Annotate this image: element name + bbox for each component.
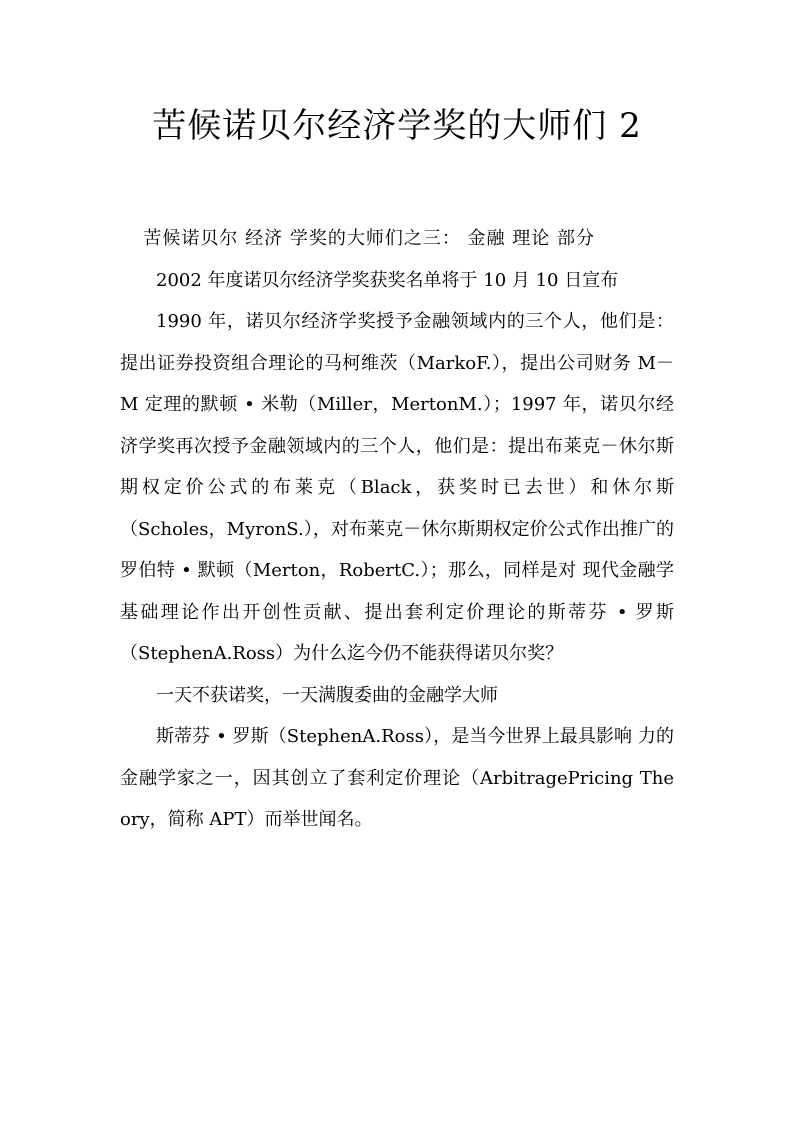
paragraph-ross-intro: 斯蒂芬 • 罗斯（StephenA.Ross），是当今世界上最具影响 力的金融学家之一，因其创立了套利定价理论（ArbitragePricing The ory，简称 APT）而举世闻名。: [120, 726, 674, 830]
document-title: 苦候诺贝尔经济学奖的大师们 2: [152, 106, 642, 146]
paragraph-heading-ross: 一天不获诺奖，一天满腹委曲的金融学大师: [156, 684, 498, 706]
paragraph-history: 1990 年，诺贝尔经济学奖授予金融领域内的三个人，他们是：提出证券投资组合理论的马柯维茨（MarkoF.），提出公司财务 M－M 定理的默顿 • 米勒（Miller，MertonM.）；1997 年，诺贝尔经济学奖再次授予金融领域内的三个人，他们是：提出布莱克－休尔斯期权定价公式的布莱克（Black，获奖时已去世）和休尔斯（Scholes，MyronS.），对布莱克－休尔斯期权定价公式作出推广的罗伯特 • 默顿（Merton，RobertC.）；那么，同样是对 现代金融学基础理论作出开创性贡献、提出套利定价理论的斯蒂芬 • 罗斯（StephenA.Ross）为什么迄今仍不能获得诺贝尔奖？: [120, 311, 674, 664]
paragraph-subtitle: 苦候诺贝尔 经济 学奖的大师们之三： 金融 理论 部分: [143, 228, 595, 249]
document-body: [120, 218, 674, 841]
paragraph-announcement: 2002 年度诺贝尔经济学奖获奖名单将于 10 月 10 日宣布: [156, 269, 619, 291]
